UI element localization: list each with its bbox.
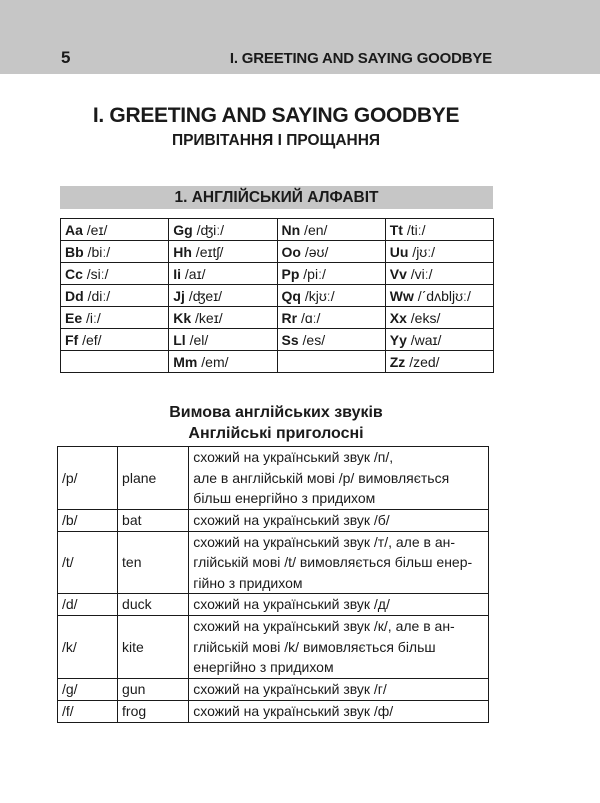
- alphabet-letter: Ww: [389, 287, 414, 304]
- alphabet-letter: Hh: [173, 243, 192, 260]
- sound-description: [189, 594, 489, 616]
- sound-row: [58, 616, 489, 679]
- example-word: ten: [118, 531, 189, 594]
- alphabet-letter: Ii: [173, 265, 182, 282]
- alphabet-transcription: /zed/: [405, 353, 440, 370]
- alphabet-letter: Nn: [281, 221, 301, 238]
- sound-symbol: /g/: [58, 678, 118, 700]
- alphabet-transcription: /iː/: [82, 309, 101, 326]
- alphabet-cell: [61, 241, 169, 263]
- alphabet-row: [61, 263, 494, 285]
- description-line: схожий на український звук /п/,: [193, 449, 394, 465]
- alphabet-transcription: /eks/: [406, 309, 441, 326]
- alphabet-cell: [169, 219, 277, 241]
- alphabet-cell: [385, 263, 493, 285]
- alphabet-transcription: /eɪtʃ/: [191, 243, 224, 260]
- alphabet-cell: [385, 285, 493, 307]
- alphabet-cell: [385, 329, 493, 351]
- alphabet-row: [61, 285, 494, 307]
- example-word: gun: [118, 678, 189, 700]
- alphabet-cell: [61, 351, 169, 373]
- alphabet-cell: [169, 351, 277, 373]
- alphabet-cell: [277, 241, 385, 263]
- page-number: 5: [61, 48, 71, 67]
- alphabet-transcription: /es/: [298, 331, 326, 348]
- alphabet-cell: [169, 285, 277, 307]
- alphabet-transcription: /piː/: [299, 265, 326, 282]
- alphabet-letter: Xx: [389, 309, 407, 326]
- alphabet-transcription: /diː/: [83, 287, 111, 304]
- alphabet-letter: Gg: [173, 221, 193, 238]
- alphabet-letter: Ff: [65, 331, 79, 348]
- chapter-subtitle: ПРИВІТАННЯ І ПРОЩАННЯ: [171, 132, 381, 149]
- alphabet-cell: [385, 307, 493, 329]
- alphabet-cell: [61, 329, 169, 351]
- alphabet-transcription: /en/: [300, 221, 328, 238]
- alphabet-transcription: /ʤeɪ/: [184, 287, 223, 304]
- sound-symbol: /b/: [58, 509, 118, 531]
- alphabet-cell: [385, 351, 493, 373]
- sound-symbol: /f/: [58, 700, 118, 722]
- sound-description: [189, 700, 489, 722]
- sound-symbol: /d/: [58, 594, 118, 616]
- alphabet-transcription: /ef/: [78, 331, 102, 348]
- alphabet-cell: [169, 263, 277, 285]
- sound-row: [58, 531, 489, 594]
- alphabet-transcription: /keɪ/: [191, 309, 223, 326]
- description-line: схожий на український звук /к/, але в ан-: [193, 618, 455, 634]
- alphabet-transcription: /siː/: [82, 265, 109, 282]
- alphabet-letter: Tt: [389, 221, 403, 238]
- example-word: frog: [118, 700, 189, 722]
- alphabet-transcription: /ɑː/: [297, 309, 321, 326]
- alphabet-letter: Jj: [173, 287, 185, 304]
- sound-symbol: /p/: [58, 447, 118, 510]
- description-line: гійно з придихом: [193, 574, 303, 591]
- chapter-title: I. GREETING AND SAYING GOODBYE: [92, 104, 460, 127]
- alphabet-letter: Pp: [281, 265, 300, 282]
- sounds-title: [0, 402, 552, 444]
- description-line: енергійно з придихом: [193, 659, 334, 675]
- alphabet-cell: [277, 329, 385, 351]
- sound-description: [189, 509, 489, 531]
- sound-description: [189, 616, 489, 679]
- alphabet-letter: Bb: [65, 243, 84, 260]
- sounds-title-line1: Вимова англійських звуків: [169, 404, 383, 421]
- alphabet-letter: Zz: [389, 353, 406, 370]
- alphabet-letter: Rr: [281, 309, 298, 326]
- alphabet-row: [61, 219, 494, 241]
- alphabet-letter: Kk: [173, 309, 192, 326]
- alphabet-transcription: /eɪ/: [82, 221, 108, 238]
- alphabet-cell: [61, 307, 169, 329]
- example-word: duck: [118, 594, 189, 616]
- alphabet-cell: [169, 307, 277, 329]
- description-line: схожий на український звук /б/: [193, 511, 390, 528]
- sound-row: [58, 447, 489, 510]
- description-line: схожий на український звук /г/: [193, 680, 387, 697]
- alphabet-cell: [277, 263, 385, 285]
- running-title: I. GREETING AND SAYING GOODBYE: [229, 50, 492, 67]
- sound-description: [189, 447, 489, 510]
- alphabet-letter: Yy: [389, 331, 407, 348]
- alphabet-transcription: /əʊ/: [300, 243, 329, 260]
- sound-description: [189, 678, 489, 700]
- alphabet-cell: [61, 219, 169, 241]
- alphabet-transcription: /em/: [197, 353, 229, 370]
- alphabet-transcription: /viː/: [406, 265, 433, 282]
- alphabet-table: [60, 218, 494, 373]
- alphabet-cell: [277, 285, 385, 307]
- alphabet-transcription: /biː/: [83, 243, 111, 260]
- section-title: 1. АНГЛІЙСЬКИЙ АЛФАВІТ: [174, 189, 379, 206]
- description-line: більш енергійно з придихом: [193, 490, 376, 506]
- alphabet-cell: [61, 285, 169, 307]
- alphabet-cell: [385, 241, 493, 263]
- alphabet-row: [61, 241, 494, 263]
- alphabet-cell: [385, 219, 493, 241]
- sound-description: [189, 531, 489, 594]
- alphabet-transcription: /jʊː/: [408, 243, 436, 260]
- sound-row: [58, 700, 489, 722]
- alphabet-transcription: /ˊdʌbljʊː/: [413, 287, 471, 304]
- alphabet-letter: Mm: [173, 353, 198, 370]
- description-line: схожий на український звук /ф/: [193, 702, 394, 719]
- alphabet-letter: Qq: [281, 287, 301, 304]
- alphabet-transcription: /el/: [185, 331, 209, 348]
- alphabet-letter: Dd: [65, 287, 84, 304]
- sounds-title-line2: Англійські приголосні: [188, 425, 364, 442]
- alphabet-cell: [277, 219, 385, 241]
- description-line: глійській мові /k/ вимовляється більш: [193, 638, 436, 655]
- sound-symbol: /k/: [58, 616, 118, 679]
- alphabet-letter: Aa: [65, 221, 83, 238]
- consonants-table: [57, 446, 489, 723]
- alphabet-letter: Ss: [281, 331, 299, 348]
- alphabet-cell: [169, 329, 277, 351]
- alphabet-row: [61, 351, 494, 373]
- sound-symbol: /t/: [58, 531, 118, 594]
- example-word: plane: [118, 447, 189, 510]
- alphabet-letter: Vv: [389, 265, 407, 282]
- alphabet-letter: Ll: [173, 331, 186, 348]
- alphabet-transcription: /tiː/: [402, 221, 426, 238]
- alphabet-transcription: /waɪ/: [406, 331, 442, 348]
- alphabet-cell: [61, 263, 169, 285]
- alphabet-row: [61, 307, 494, 329]
- alphabet-transcription: /kjʊː/: [300, 287, 335, 304]
- alphabet-row: [61, 329, 494, 351]
- alphabet-letter: Ee: [65, 309, 83, 326]
- alphabet-transcription: /ʤiː/: [192, 221, 225, 238]
- description-line: схожий на український звук /д/: [193, 596, 390, 613]
- sound-row: [58, 509, 489, 531]
- alphabet-cell: [277, 307, 385, 329]
- example-word: bat: [118, 509, 189, 531]
- alphabet-letter: Cc: [65, 265, 83, 282]
- description-line: глійській мові /t/ вимовляється більш енер-: [193, 554, 473, 570]
- description-line: але в англійській мові /р/ вимовляється: [193, 469, 450, 486]
- example-word: kite: [118, 616, 189, 679]
- alphabet-letter: Uu: [389, 243, 409, 260]
- sound-row: [58, 678, 489, 700]
- alphabet-transcription: /aɪ/: [181, 265, 206, 282]
- alphabet-cell: [169, 241, 277, 263]
- sound-row: [58, 594, 489, 616]
- description-line: схожий на український звук /т/, але в ан-: [193, 533, 456, 550]
- alphabet-cell: [277, 351, 385, 373]
- alphabet-letter: Oo: [281, 243, 301, 260]
